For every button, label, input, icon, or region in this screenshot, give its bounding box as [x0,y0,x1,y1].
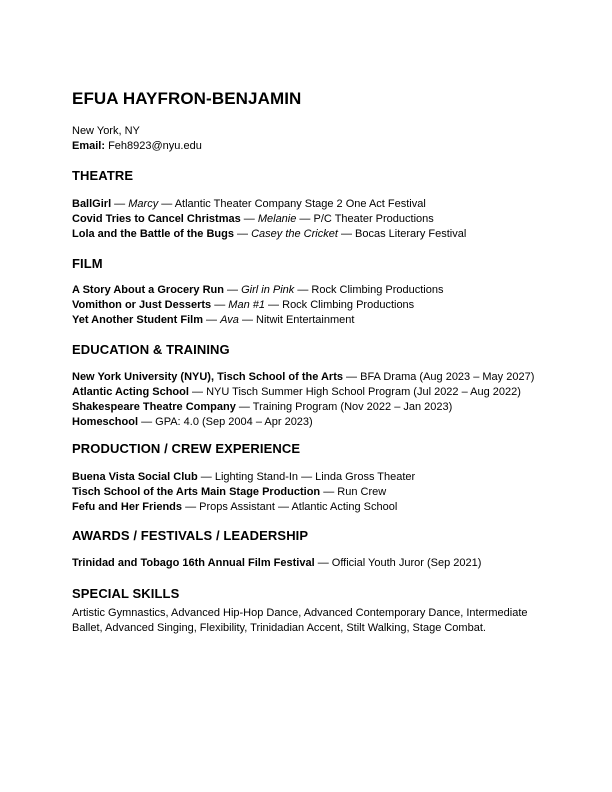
email-line [72,139,202,154]
list-item [72,370,542,385]
list-item [72,500,542,515]
program-detail: BFA Drama (Aug 2023 – May 2027) [360,371,535,383]
location: New York, NY [72,125,140,137]
company: Atlantic Theater Company Stage 2 One Act Festival [174,198,426,210]
separator: — [314,557,332,569]
skills-text: Artistic Gymnastics, Advanced Hip-Hop Dance, Advanced Contemporary Dance, Intermediate Ballet, Advanced Singing, Flexibility, Trinidadian Accent, Stilt Walking, Stage Combat. [72,607,528,634]
separator: — [337,228,356,240]
separator: — [188,386,207,398]
production-title: A Story About a Grocery Run [72,284,224,296]
email-label: Email: [72,140,106,152]
crew-list [72,470,542,515]
list-item [72,298,542,313]
school-name: New York University (NYU), Tisch School of the Arts [72,371,343,383]
separator: — [296,213,314,225]
list-item [72,385,542,400]
film-list [72,283,542,328]
production-title: Tisch School of the Arts Main Stage Production [72,486,321,498]
production-title: Lola and the Battle of the Bugs [72,228,234,240]
separator: — [294,284,312,296]
separator: — [197,471,215,483]
theatre-heading: THEATRE [72,168,134,183]
award-detail: Official Youth Juror (Sep 2021) [331,557,482,569]
production-title: Covid Tries to Cancel Christmas [72,213,241,225]
company: Bocas Literary Festival [355,228,467,240]
program-detail: GPA: 4.0 (Sep 2004 – Apr 2023) [155,416,313,428]
crew-heading: PRODUCTION / CREW EXPERIENCE [72,441,301,456]
separator: — [111,198,129,210]
company: Rock Climbing Productions [282,299,415,311]
separator: — [233,228,252,240]
separator: — [223,284,242,296]
role: Girl in Pink [241,284,295,296]
role: Melanie [257,213,297,225]
film-heading: FILM [72,256,103,271]
school-name: Atlantic Acting School [72,386,189,398]
role: Marcy [128,198,159,210]
list-item [72,556,542,571]
separator: — [235,401,253,413]
education-heading: EDUCATION & TRAINING [72,342,230,357]
separator: — [203,314,221,326]
separator: — [138,416,156,428]
list-item [72,313,542,328]
list-item [72,212,542,227]
theatre-list [72,197,542,242]
separator: — [182,501,200,513]
school-name: Homeschool [72,416,139,428]
separator: — [265,299,283,311]
separator: — [238,314,257,326]
separator: — [158,198,175,210]
crew-detail: Props Assistant — Atlantic Acting School [199,501,398,513]
role: Man #1 [228,299,265,311]
education-list [72,370,542,430]
role: Casey the Cricket [251,228,338,240]
company: Rock Climbing Productions [311,284,444,296]
production-title: Buena Vista Social Club [72,471,198,483]
list-item [72,283,542,298]
production-title: Yet Another Student Film [72,314,203,326]
school-name: Shakespeare Theatre Company [72,401,236,413]
email-address: Feh8923@nyu.edu [108,140,202,152]
list-item [72,197,542,212]
role: Ava [220,314,239,326]
awards-list [72,556,542,571]
list-item [72,470,542,485]
production-title: Fefu and Her Friends [72,501,183,513]
company: P/C Theater Productions [313,213,434,225]
program-detail: Training Program (Nov 2022 – Jan 2023) [252,401,453,413]
separator: — [342,371,361,383]
program-detail: NYU Tisch Summer High School Program (Jul 2022 – Aug 2022) [206,386,521,398]
contact-block [72,124,202,154]
award-event: Trinidad and Tobago 16th Annual Film Festival [72,557,315,569]
resume-name: EFUA HAYFRON-BENJAMIN [72,89,302,108]
separator: — [211,299,229,311]
separator: — [240,213,258,225]
list-item [72,227,542,242]
list-item [72,415,542,430]
production-title: Vomithon or Just Desserts [72,299,212,311]
crew-detail: Lighting Stand-In — Linda Gross Theater [214,471,416,483]
crew-detail: Run Crew [337,486,387,498]
company: Nitwit Entertainment [256,314,355,326]
list-item [72,485,542,500]
awards-heading: AWARDS / FESTIVALS / LEADERSHIP [72,528,309,543]
production-title: BallGirl [72,198,112,210]
list-item [72,400,542,415]
separator: — [320,486,338,498]
skills-heading: SPECIAL SKILLS [72,586,180,601]
